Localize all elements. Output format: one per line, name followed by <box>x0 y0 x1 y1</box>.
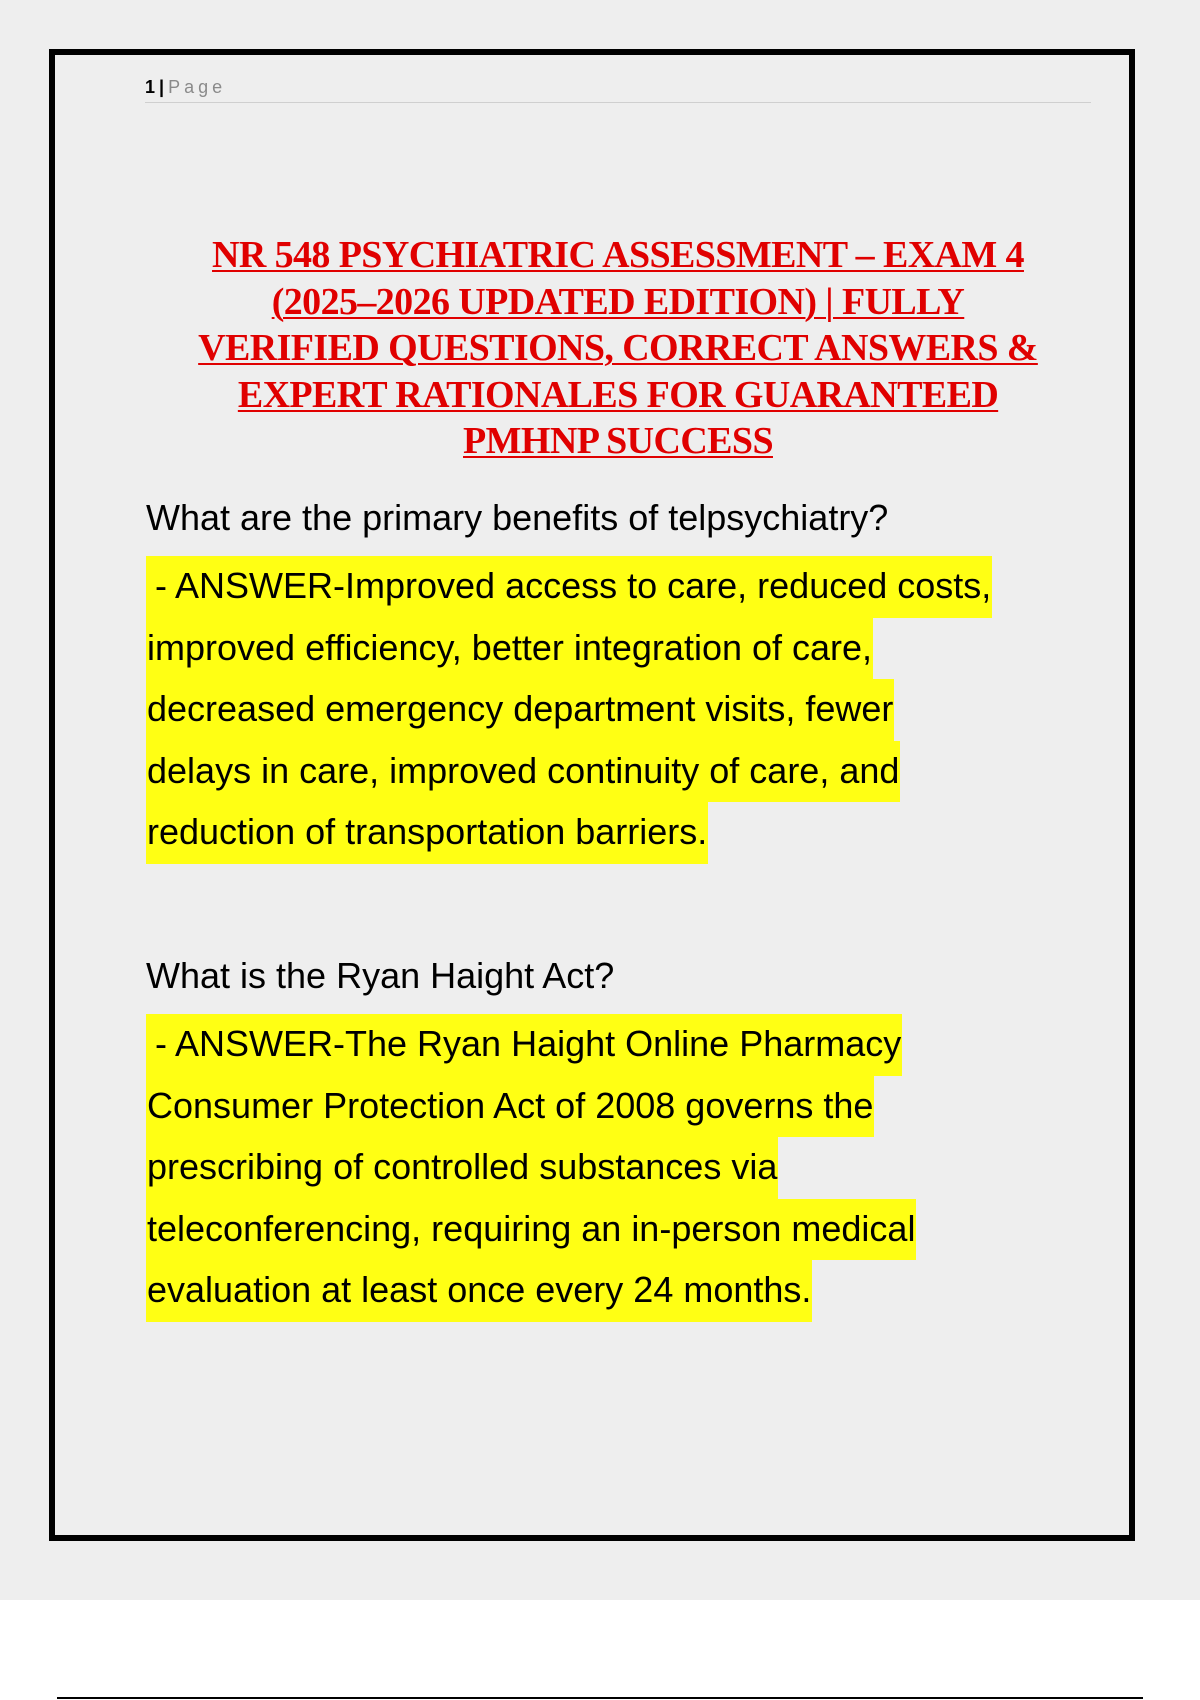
answer-line: Consumer Protection Act of 2008 governs the <box>146 1076 874 1138</box>
answer-line: - ANSWER-The Ryan Haight Online Pharmacy <box>146 1014 902 1076</box>
document-title <box>140 232 1096 465</box>
answer-line: improved efficiency, better integration of care, <box>146 618 873 680</box>
answer-line: delays in care, improved continuity of care, and <box>146 741 900 803</box>
answer-line: prescribing of controlled substances via <box>146 1137 778 1199</box>
answer-line: reduction of transportation barriers. <box>146 802 708 864</box>
answer-line: - ANSWER-Improved access to care, reduced costs, <box>146 556 992 618</box>
answer-line: teleconferencing, requiring an in-person medical <box>146 1199 916 1261</box>
page-number: 1 <box>145 77 156 97</box>
next-page-divider <box>57 1697 1143 1699</box>
page-header <box>145 74 1091 103</box>
title-line: NR 548 PSYCHIATRIC ASSESSMENT – EXAM 4 <box>212 234 1024 276</box>
title-line: VERIFIED QUESTIONS, CORRECT ANSWERS & <box>198 327 1038 369</box>
qa-item-telepsychiatry <box>146 492 1096 864</box>
title-line: EXPERT RATIONALES FOR GUARANTEED <box>237 373 999 416</box>
answer-line: decreased emergency department visits, fewer <box>146 679 894 741</box>
page-label: Page <box>168 77 227 97</box>
page-header-separator: | <box>159 77 165 97</box>
question-text: What is the Ryan Haight Act? <box>146 955 615 996</box>
title-line: PMHNP SUCCESS <box>463 420 773 462</box>
answer-text <box>146 1014 1096 1322</box>
answer-line: evaluation at least once every 24 months. <box>146 1260 812 1322</box>
title-line: (2025–2026 UPDATED EDITION) | FULLY <box>271 280 965 323</box>
answer-text <box>146 556 1096 864</box>
qa-item-ryan-haight <box>146 950 1096 1322</box>
question-text: What are the primary benefits of telpsychiatry? <box>146 497 889 538</box>
